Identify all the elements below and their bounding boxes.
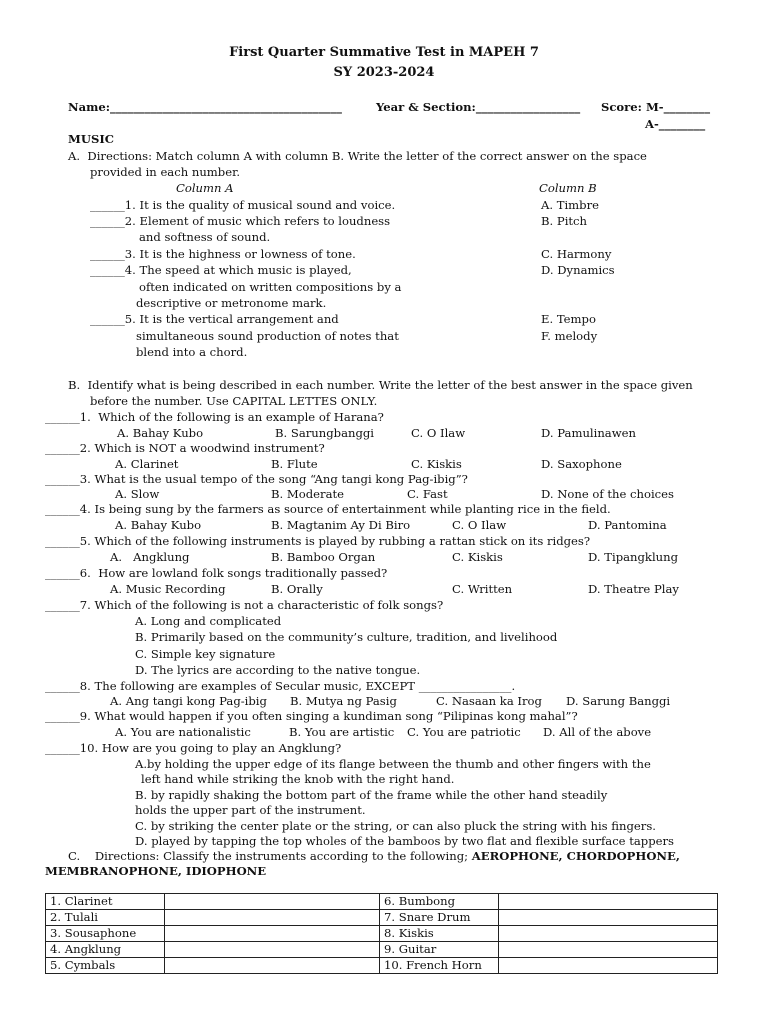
answer-cell[interactable] [165, 910, 380, 926]
question-9: ______9. What would happen if you often singing a kundiman song “Pilipinas kong mahal”? [45, 709, 578, 723]
question-1: ______1. Which of the following is an example of Harana? [45, 410, 384, 424]
table-row [46, 910, 718, 926]
instrument-cell: 7. Snare Drum [380, 910, 499, 926]
choice: A. Angklung [110, 550, 190, 564]
choice: B. Mutya ng Pasig [290, 694, 397, 708]
part-a-directions: A. Directions: Match column A with column B. Write the letter of the correct answer on the space [68, 149, 647, 163]
choice: A. You are nationalistic [115, 725, 251, 739]
question-10: ______10. How are you going to play an Angklung? [45, 741, 342, 755]
choice: C. by striking the center plate or the string, or can also pluck the string with his fingers. [135, 819, 656, 833]
choice: A. Ang tangi kong Pag-ibig [110, 694, 267, 708]
column-a-heading: Column A [176, 181, 234, 195]
match-choice: D. Dynamics [541, 263, 615, 277]
match-item: ______2. Element of music which refers to loudness [90, 214, 391, 228]
choice: D. played by tapping the top wholes of the bamboos by two flat and flexible surface tappers [135, 834, 674, 848]
match-choice: E. Tempo [541, 312, 596, 326]
question-7: ______7. Which of the following is not a characteristic of folk songs? [45, 598, 444, 612]
instrument-cell: 6. Bumbong [380, 894, 499, 910]
answer-cell[interactable] [165, 958, 380, 974]
match-choice: C. Harmony [541, 247, 612, 261]
answer-cell[interactable] [499, 942, 718, 958]
choice: B. Magtanim Ay Di Biro [271, 518, 411, 532]
choice-cont: left hand while striking the knob with the right hand. [141, 772, 455, 786]
choice: B. Flute [271, 457, 318, 471]
answer-cell[interactable] [499, 894, 718, 910]
answer-cell[interactable] [499, 958, 718, 974]
match-choice: B. Pitch [541, 214, 588, 228]
name-field[interactable]: Name:________________________________________ [68, 100, 342, 114]
choice: D. Theatre Play [588, 582, 679, 596]
question-2: ______2. Which is NOT a woodwind instrument? [45, 441, 325, 455]
choice: C. Simple key signature [135, 647, 276, 661]
instrument-cell: 3. Sousaphone [46, 926, 165, 942]
instrument-cell: 2. Tulali [46, 910, 165, 926]
answer-cell[interactable] [165, 926, 380, 942]
question-3: ______3. What is the usual tempo of the song “Ang tangi kong Pag-ibig”? [45, 472, 468, 486]
choice: A. Clarinet [115, 457, 179, 471]
match-item-cont: blend into a chord. [136, 345, 248, 359]
choice: B. by rapidly shaking the bottom part of the frame while the other hand steadily [135, 788, 608, 802]
match-choice: A. Timbre [541, 198, 600, 212]
match-item: ______1. It is the quality of musical sound and voice. [90, 198, 396, 212]
part-c-directions-text: C. Directions: Classify the instruments according to the following; [68, 849, 472, 863]
choice: C. Kiskis [411, 457, 462, 471]
choice: A. Bahay Kubo [117, 426, 204, 440]
part-a-directions-cont: provided in each number. [90, 165, 241, 179]
match-item: ______3. It is the highness or lowness of tone. [90, 247, 356, 261]
choice: C. Fast [407, 487, 448, 501]
score-a-field[interactable]: A-________ [645, 117, 706, 131]
choice: A. Bahay Kubo [115, 518, 202, 532]
choice: C. O Ilaw [411, 426, 466, 440]
table-row [46, 894, 718, 910]
score-m-field[interactable]: Score: M-________ [601, 100, 710, 114]
part-b-directions: B. Identify what is being described in each number. Write the letter of the best answer in the space given [68, 378, 693, 392]
choice: C. Nasaan ka Irog [436, 694, 542, 708]
choice: D. All of the above [543, 725, 652, 739]
choice: B. You are artistic [289, 725, 395, 739]
choice: B. Bamboo Organ [271, 550, 376, 564]
choice: D. Saxophone [541, 457, 622, 471]
choice: B. Primarily based on the community’s culture, tradition, and livelihood [135, 630, 558, 644]
match-item: ______4. The speed at which music is played, [90, 263, 352, 277]
choice: D. Pantomina [588, 518, 667, 532]
match-item-cont: descriptive or metronome mark. [136, 296, 327, 310]
classification-table [45, 893, 718, 974]
instrument-cell: 4. Angklung [46, 942, 165, 958]
match-item: ______5. It is the vertical arrangement and [90, 312, 339, 326]
choice: A. Music Recording [110, 582, 226, 596]
choice: C. O Ilaw [452, 518, 507, 532]
test-title: First Quarter Summative Test in MAPEH 7 [229, 45, 539, 60]
choice: A. Slow [115, 487, 160, 501]
question-8: ______8. The following are examples of Secular music, EXCEPT ________________. [45, 679, 516, 693]
choice: D. Sarung Banggi [566, 694, 671, 708]
instrument-cell: 5. Cymbals [46, 958, 165, 974]
choice: D. None of the choices [541, 487, 674, 501]
answer-cell[interactable] [165, 942, 380, 958]
instrument-cell: 8. Kiskis [380, 926, 499, 942]
table-row [46, 958, 718, 974]
match-item-cont: and softness of sound. [139, 230, 271, 244]
column-b-heading: Column B [539, 181, 597, 195]
part-c-categories-cont: MEMBRANOPHONE, IDIOPHONE [45, 864, 267, 878]
question-6: ______6. How are lowland folk songs traditionally passed? [45, 566, 388, 580]
choice: B. Orally [271, 582, 323, 596]
instrument-cell: 1. Clarinet [46, 894, 165, 910]
question-4: ______4. Is being sung by the farmers as source of entertainment while planting rice in the field. [45, 502, 611, 516]
choice-cont: holds the upper part of the instrument. [135, 803, 366, 817]
part-c-directions [68, 849, 680, 863]
answer-cell[interactable] [499, 926, 718, 942]
instrument-cell: 9. Guitar [380, 942, 499, 958]
answer-cell[interactable] [499, 910, 718, 926]
match-choice: F. melody [541, 329, 598, 343]
section-heading-music: MUSIC [68, 132, 114, 146]
table-row [46, 942, 718, 958]
choice: C. Kiskis [452, 550, 503, 564]
part-c-categories: AEROPHONE, CHORDOPHONE, [471, 849, 680, 863]
answer-cell[interactable] [165, 894, 380, 910]
table-row [46, 926, 718, 942]
match-item-cont: simultaneous sound production of notes that [136, 329, 399, 343]
match-item-cont: often indicated on written compositions by a [139, 280, 402, 294]
instrument-cell: 10. French Horn [380, 958, 499, 974]
choice: A. Long and complicated [135, 614, 282, 628]
year-section-field[interactable]: Year & Section:__________________ [376, 100, 581, 114]
school-year: SY 2023-2024 [333, 65, 435, 80]
choice: D. Pamulinawen [541, 426, 636, 440]
choice: C. You are patriotic [407, 725, 521, 739]
choice: B. Sarungbanggi [275, 426, 374, 440]
choice: A.by holding the upper edge of its flange between the thumb and other fingers with the [135, 757, 651, 771]
choice: B. Moderate [271, 487, 344, 501]
part-b-directions-cont: before the number. Use CAPITAL LETTES ONLY. [90, 394, 378, 408]
question-5: ______5. Which of the following instruments is played by rubbing a rattan stick on its ridges? [45, 534, 591, 548]
choice: D. Tipangklung [588, 550, 679, 564]
choice: D. The lyrics are according to the native tongue. [135, 663, 421, 677]
choice: C. Written [452, 582, 513, 596]
